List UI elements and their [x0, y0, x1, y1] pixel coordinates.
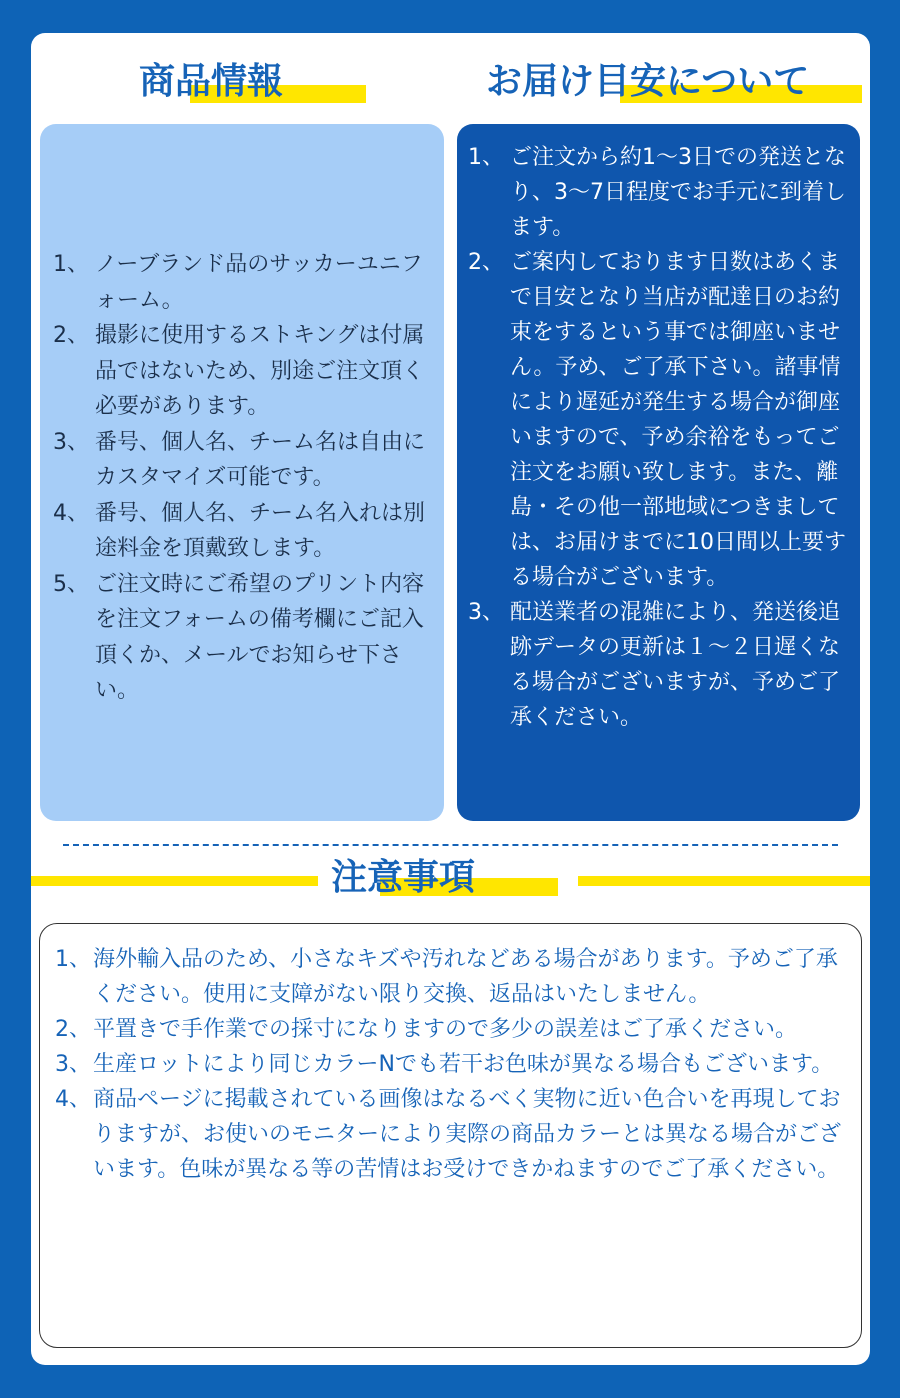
heading-bar-right [578, 876, 870, 886]
list-item: 3、 配送業者の混雑により、発送後追跡データの更新は１～２日遅くなる場合がございますが、予めご了承ください。 [468, 600, 841, 730]
delivery-heading: お届け目安について [486, 61, 810, 102]
list-item: 2、 平置きで手作業での採寸になりますので多少の誤差はご了承ください。 [55, 1017, 798, 1042]
heading-bar-left [31, 876, 318, 886]
product-info-heading: 商品情報 [139, 61, 284, 102]
notes-list [55, 942, 855, 1187]
list-item: 4、 番号、個人名、チーム名入れは別途料金を頂戴致します。 [53, 500, 426, 561]
list-item: 2、 ご案内しております日数はあくまで目安となり当店が配達日のお約束をするという事では御座いません。予め、ご了承下さい。諸事情により遅延が発生する場合が御座いますので、予め余裕をもってご注文をお願い致します。また、離島・その他一部地域につきましては、お届けまでに10日間以上要する場合がございます。 [468, 250, 846, 590]
list-item: 3、 番号、個人名、チーム名は自由にカスタマイズ可能です。 [53, 429, 426, 490]
list-item: 5、 ご注文時にご希望のプリント内容を注文フォームの備考欄にご記入頂くか、メールでお知らせ下さい。 [53, 571, 425, 703]
list-item: 4、 商品ページに掲載されている画像はなるべく実物に近い色合いを再現しておりますが、お使いのモニターにより実際の商品カラーとは異なる場合がございます。色味が異なる等の苦情はお受けできかねますのでご了承ください。 [55, 1087, 842, 1182]
list-item: 1、 海外輸入品のため、小さなキズや汚れなどある場合があります。予めご了承ください。使用に支障がない限り交換、返品はいたしません。 [55, 947, 838, 1007]
notes-heading: 注意事項 [331, 857, 476, 898]
dashed-divider [63, 844, 838, 846]
list-item: 3、 生産ロットにより同じカラーNでも若干お色味が異なる場合もございます。 [55, 1052, 834, 1077]
delivery-list [468, 140, 856, 735]
list-item: 1、 ノーブランド品のサッカーユニフォーム。 [53, 252, 423, 313]
product-info-list [53, 247, 437, 709]
list-item: 2、 撮影に使用するストキングは付属品ではないため、別途ご注文頂く必要があります。 [53, 323, 425, 419]
list-item: 1、 ご注文から約1～3日での発送となり、3～7日程度でお手元に到着します。 [468, 145, 846, 240]
